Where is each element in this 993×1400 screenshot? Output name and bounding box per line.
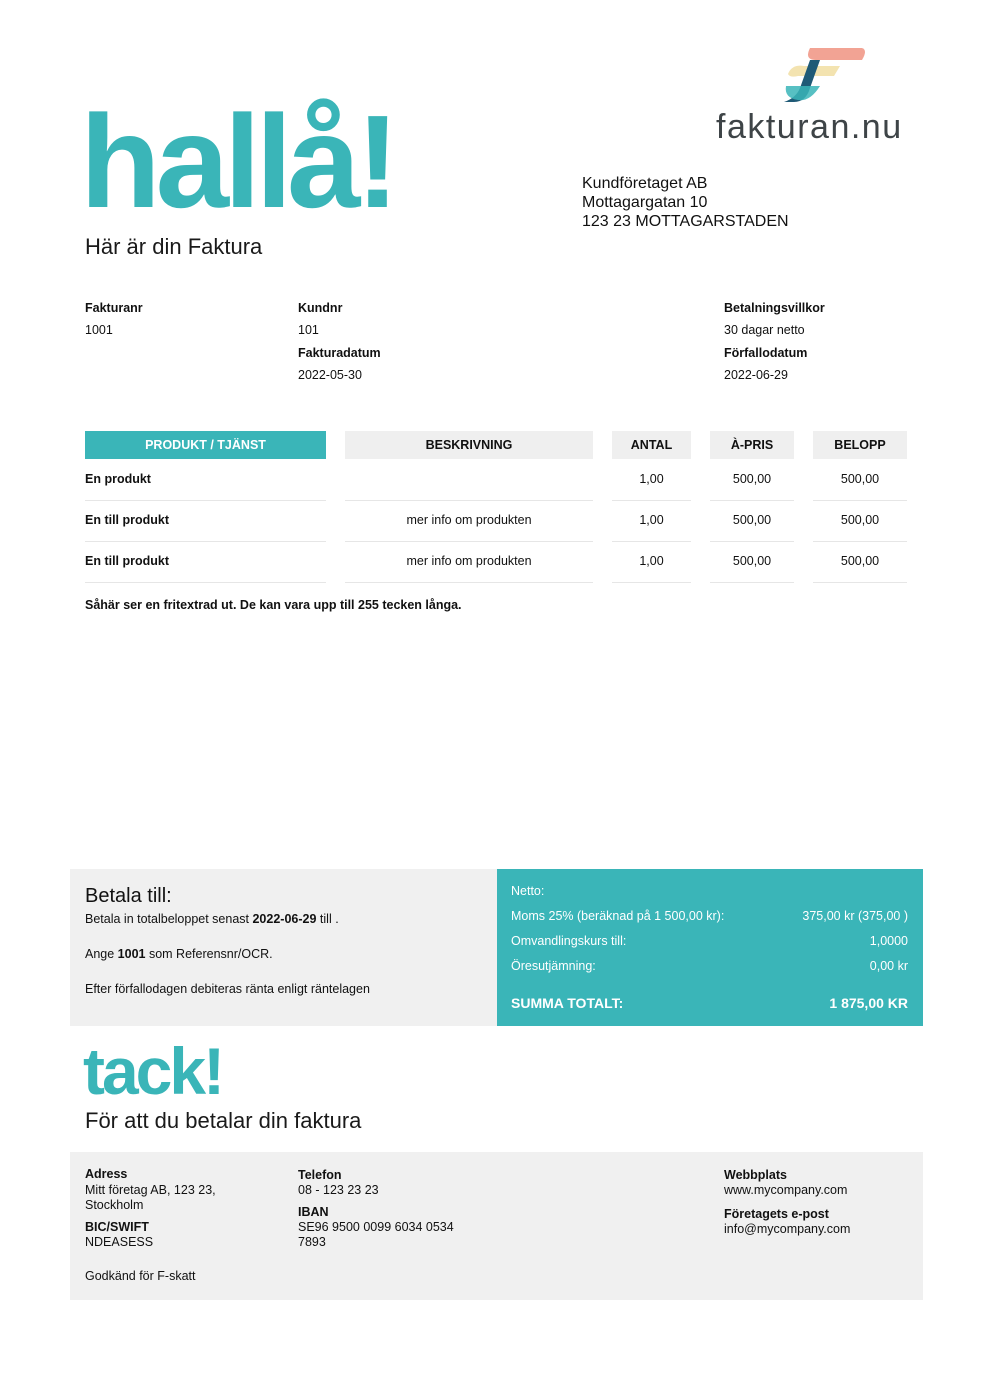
column-header-amount: BELOPP xyxy=(813,431,907,459)
free-text-line: Såhär ser en fritextrad ut. De kan vara upp till 255 tecken långa. xyxy=(85,598,462,612)
address-label: Adress xyxy=(85,1167,128,1181)
cell-product: En till produkt xyxy=(85,541,326,583)
vat-label: Moms 25% (beräknad på 1 500,00 kr): xyxy=(511,909,725,923)
hero-title: hallå! xyxy=(80,88,395,235)
cell-description xyxy=(345,459,593,501)
phone-value: 08 - 123 23 23 xyxy=(298,1183,379,1197)
payment-reference-suffix: som Referensnr/OCR. xyxy=(145,947,273,961)
recipient-name: Kundföretaget AB xyxy=(582,175,708,192)
recipient-postal: 123 23 MOTTAGARSTADEN xyxy=(582,213,789,230)
cell-description: mer info om produkten xyxy=(345,500,593,542)
customer-number-field xyxy=(298,301,342,337)
recipient-address xyxy=(582,174,789,231)
payment-terms-label: Betalningsvillkor xyxy=(724,301,825,315)
thanks-title: tack! xyxy=(83,1034,223,1108)
rounding-label: Öresutjämning: xyxy=(511,959,596,973)
company-logo-mark xyxy=(780,44,866,104)
exchange-rate-row xyxy=(511,934,908,948)
column-header-product: PRODUKT / TJÄNST xyxy=(85,431,326,459)
rounding-value: 0,00 kr xyxy=(869,959,908,973)
invoice-date-value: 2022-05-30 xyxy=(298,368,362,382)
cell-description: mer info om produkten xyxy=(345,541,593,583)
invoice-number-value: 1001 xyxy=(85,323,113,337)
payment-deadline-suffix: till . xyxy=(316,912,339,926)
email-label: Företagets e-post xyxy=(724,1207,829,1221)
company-logo-text: fakturan.nu xyxy=(716,108,903,146)
due-date-field xyxy=(724,346,807,382)
payment-interest-line: Efter förfallodagen debiteras ränta enligt räntelagen xyxy=(85,982,370,996)
iban-label: IBAN xyxy=(298,1205,329,1219)
address-line-2: Stockholm xyxy=(85,1198,144,1212)
cell-unit-price: 500,00 xyxy=(710,459,794,501)
cell-quantity: 1,00 xyxy=(612,541,691,583)
email-link[interactable]: info@mycompany.com xyxy=(724,1222,851,1236)
customer-number-value: 101 xyxy=(298,323,319,337)
iban-line-2: 7893 xyxy=(298,1235,326,1249)
bic-label: BIC/SWIFT xyxy=(85,1220,149,1234)
iban-line-1: SE96 9500 0099 6034 0534 xyxy=(298,1220,454,1234)
column-header-unit-price: À-PRIS xyxy=(710,431,794,459)
customer-number-label: Kundnr xyxy=(298,301,343,315)
cell-quantity: 1,00 xyxy=(612,459,691,501)
exchange-rate-value: 1,0000 xyxy=(869,934,908,948)
netto-row xyxy=(511,884,908,898)
invoice-number-label: Fakturanr xyxy=(85,301,143,315)
payment-reference-line xyxy=(85,947,273,961)
website-label: Webbplats xyxy=(724,1168,787,1182)
vat-row xyxy=(511,909,908,923)
cell-unit-price: 500,00 xyxy=(710,500,794,542)
address-value xyxy=(85,1183,216,1213)
recipient-street: Mottagargatan 10 xyxy=(582,194,708,211)
phone-label: Telefon xyxy=(298,1168,342,1182)
cell-unit-price: 500,00 xyxy=(710,541,794,583)
total-value: 1 875,00 KR xyxy=(829,995,908,1011)
vat-value: 375,00 kr (375,00 ) xyxy=(802,909,908,923)
cell-quantity: 1,00 xyxy=(612,500,691,542)
totals-panel xyxy=(497,869,923,1026)
website-link[interactable]: www.mycompany.com xyxy=(724,1183,848,1197)
cell-amount: 500,00 xyxy=(813,500,907,542)
total-label: SUMMA TOTALT: xyxy=(511,995,624,1011)
netto-label: Netto: xyxy=(511,884,545,898)
invoice-date-field xyxy=(298,346,381,382)
exchange-rate-label: Omvandlingskurs till: xyxy=(511,934,627,948)
f-tax-note: Godkänd för F-skatt xyxy=(85,1269,196,1283)
payment-deadline-line xyxy=(85,912,339,926)
due-date-label: Förfallodatum xyxy=(724,346,808,360)
cell-amount: 500,00 xyxy=(813,541,907,583)
payment-reference-text: Ange xyxy=(85,947,118,961)
cell-product: En produkt xyxy=(85,459,326,501)
thanks-subtitle: För att du betalar din faktura xyxy=(85,1108,362,1133)
payment-deadline-date: 2022-06-29 xyxy=(252,912,317,926)
bic-value: NDEASESS xyxy=(85,1235,154,1249)
payment-title: Betala till: xyxy=(85,885,172,907)
invoice-date-label: Fakturadatum xyxy=(298,346,381,360)
payment-terms-value: 30 dagar netto xyxy=(724,323,805,337)
payment-reference-number: 1001 xyxy=(117,947,146,961)
payment-deadline-text: Betala in totalbeloppet senast xyxy=(85,912,253,926)
total-row xyxy=(511,995,908,1011)
hero-subtitle: Här är din Faktura xyxy=(85,234,263,259)
column-header-quantity: ANTAL xyxy=(612,431,691,459)
cell-amount: 500,00 xyxy=(813,459,907,501)
iban-value xyxy=(298,1220,454,1250)
payment-terms-field xyxy=(724,301,825,337)
due-date-value: 2022-06-29 xyxy=(724,368,788,382)
payment-instructions-panel xyxy=(70,869,497,1026)
company-footer xyxy=(70,1152,923,1300)
rounding-row xyxy=(511,959,908,973)
cell-product: En till produkt xyxy=(85,500,326,542)
address-line-1: Mitt företag AB, 123 23, xyxy=(85,1183,216,1197)
invoice-number-field xyxy=(85,301,143,337)
column-header-description: BESKRIVNING xyxy=(345,431,593,459)
